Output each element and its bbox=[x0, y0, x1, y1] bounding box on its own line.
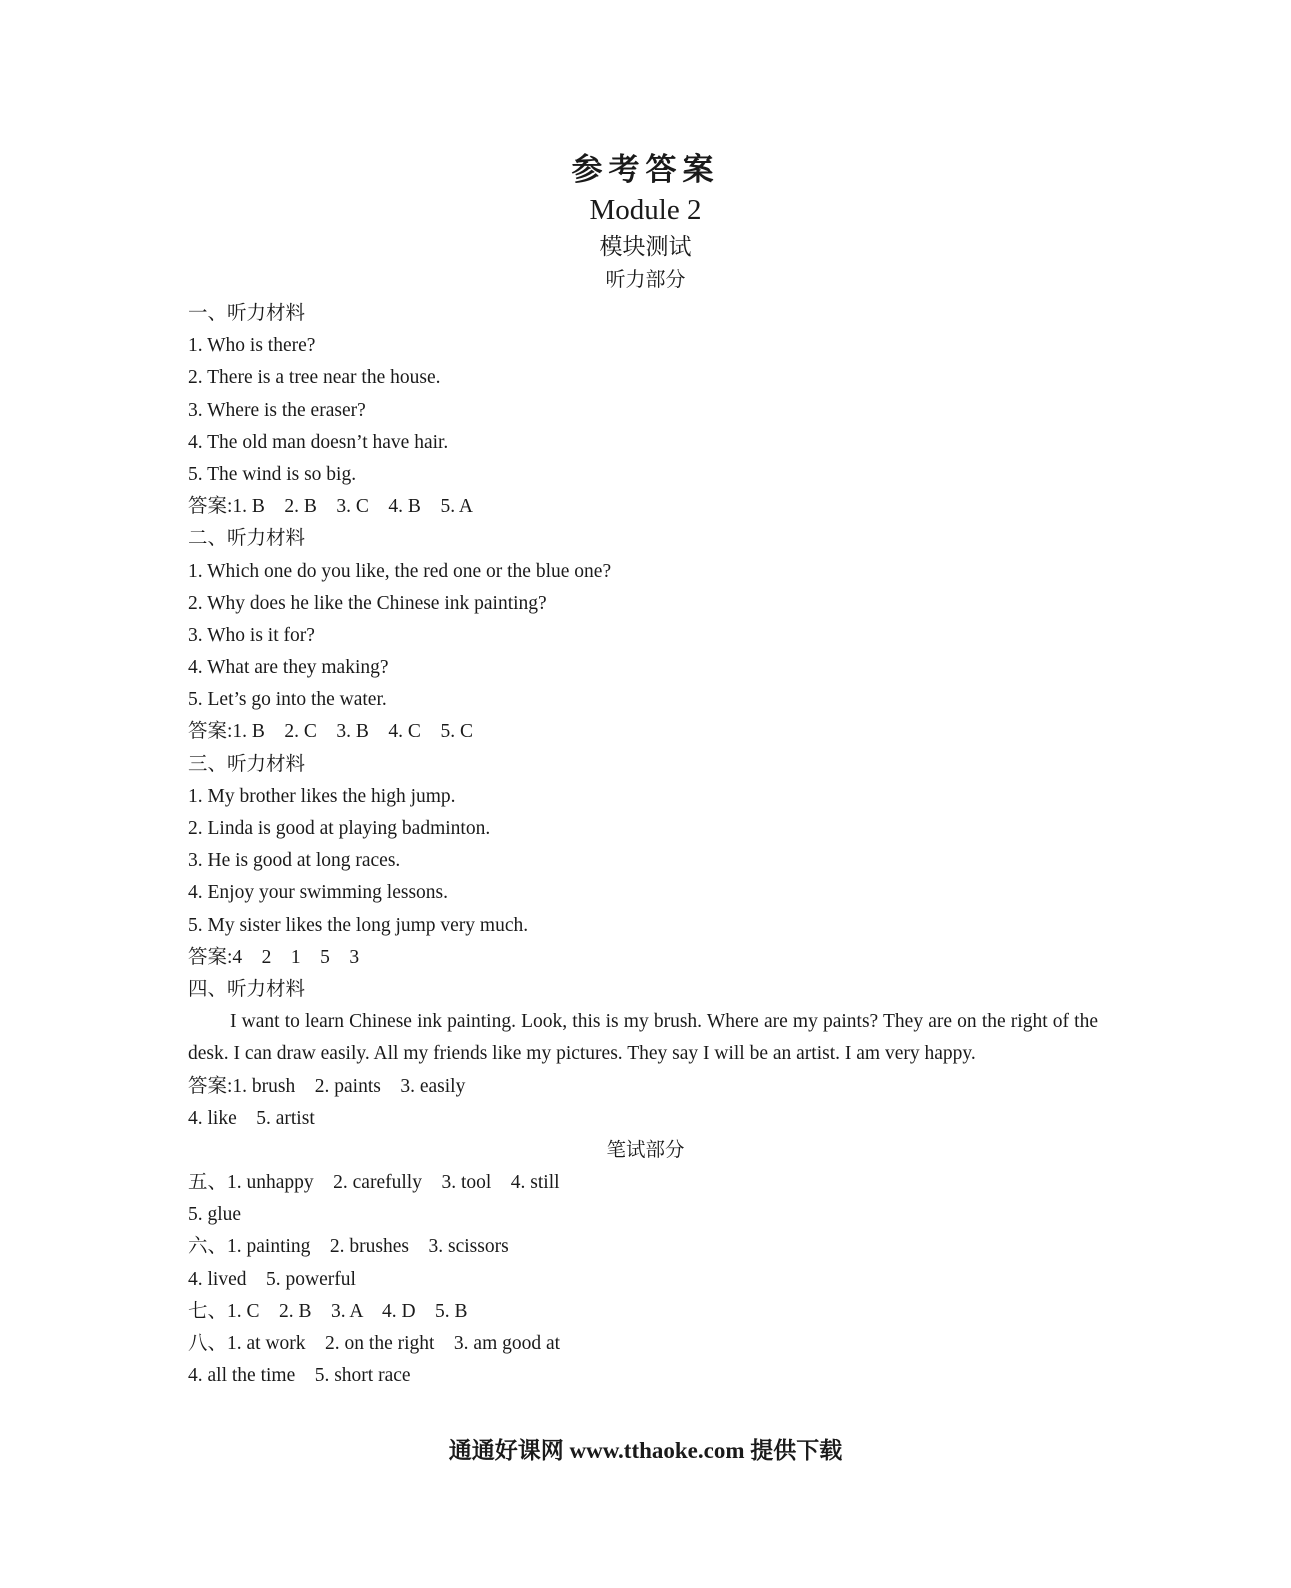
listening-heading: 听力部分 bbox=[605, 269, 686, 291]
section4-passage: I want to learn Chinese ink painting. Look, this is my brush. Where are my paints? They are on the right of the desk. I can draw easily. All my friends like my pictures. They say I will be an artist. I am very happy. bbox=[188, 1011, 1098, 1065]
section1-item: 4. The old man doesn’t have hair. bbox=[188, 431, 449, 453]
section1-answer: 答案:1. B 2. B 3. C 4. B 5. A bbox=[188, 496, 473, 518]
test-subtitle: 模块测试 bbox=[599, 234, 692, 259]
section5-line2: 5. glue bbox=[188, 1204, 242, 1226]
module-heading: Module 2 bbox=[589, 194, 702, 226]
section3-heading: 三、听力材料 bbox=[188, 753, 306, 775]
section3-item: 3. He is good at long races. bbox=[188, 850, 401, 872]
section4-heading: 四、听力材料 bbox=[188, 978, 306, 1000]
section2-item: 3. Who is it for? bbox=[188, 624, 315, 646]
section3-answer: 答案:4 2 1 5 3 bbox=[188, 946, 360, 968]
section2-item: 4. What are they making? bbox=[188, 657, 389, 679]
section5-line1: 五、1. unhappy 2. carefully 3. tool 4. still bbox=[188, 1172, 560, 1194]
section6-line1: 六、1. painting 2. brushes 3. scissors bbox=[188, 1236, 509, 1258]
footer-source: 通通好课网 www.tthaoke.com 提供下载 bbox=[448, 1438, 843, 1463]
section2-heading: 二、听力材料 bbox=[188, 528, 306, 550]
answer-content bbox=[188, 298, 1098, 1392]
section6-line2: 4. lived 5. powerful bbox=[188, 1268, 356, 1290]
section7-line1: 七、1. C 2. B 3. A 4. D 5. B bbox=[188, 1300, 468, 1322]
section2-answer: 答案:1. B 2. C 3. B 4. C 5. C bbox=[188, 721, 473, 743]
written-heading: 笔试部分 bbox=[606, 1139, 685, 1161]
section8-line1: 八、1. at work 2. on the right 3. am good at bbox=[188, 1333, 561, 1355]
page-title: 参考答案 bbox=[571, 152, 720, 187]
section1-item: 3. Where is the eraser? bbox=[188, 399, 366, 421]
section3-item: 4. Enjoy your swimming lessons. bbox=[188, 882, 449, 904]
section1-heading: 一、听力材料 bbox=[188, 303, 306, 324]
section2-item: 2. Why does he like the Chinese ink painting? bbox=[188, 592, 547, 614]
section3-item: 5. My sister likes the long jump very much. bbox=[188, 914, 529, 936]
section2-item: 1. Which one do you like, the red one or the blue one? bbox=[188, 560, 612, 582]
section8-line2: 4. all the time 5. short race bbox=[188, 1365, 411, 1387]
section1-item: 1. Who is there? bbox=[188, 335, 316, 357]
section4-answer-line1: 答案:1. brush 2. paints 3. easily bbox=[188, 1075, 466, 1097]
section4-answer-line2: 4. like 5. artist bbox=[188, 1107, 315, 1129]
section1-item: 2. There is a tree near the house. bbox=[188, 367, 441, 389]
section3-item: 1. My brother likes the high jump. bbox=[188, 785, 456, 807]
section3-item: 2. Linda is good at playing badminton. bbox=[188, 818, 491, 839]
section1-item: 5. The wind is so big. bbox=[188, 463, 357, 485]
section2-item: 5. Let’s go into the water. bbox=[188, 689, 387, 711]
